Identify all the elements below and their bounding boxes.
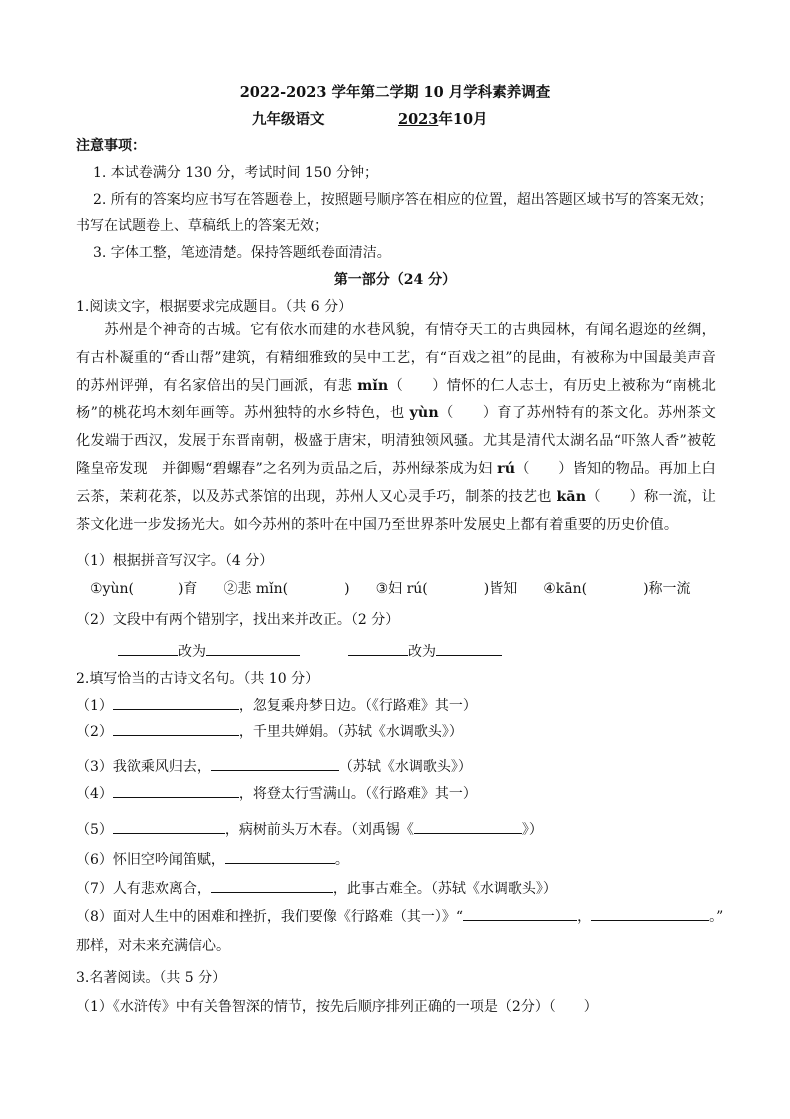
q3-sub1: （1）《水浒传》中有关鲁智深的情节，按先后顺序排列正确的一项是（2分）（ ） (76, 999, 598, 1015)
q2-tail: 那样，对未来充满信心。 (76, 938, 230, 954)
poem-blank-2[interactable] (113, 721, 239, 736)
poem-blank-3[interactable] (211, 756, 339, 771)
pinyin-ru: rú (497, 460, 516, 477)
wrong-char-blank-2[interactable] (348, 641, 408, 656)
poem-title-blank-5[interactable] (414, 819, 522, 834)
notes-item-1: 1. 本试卷满分 130 分，考试时间 150 分钟； (93, 165, 379, 181)
poem-blank-8b[interactable] (591, 906, 709, 921)
wrong-char-blank-1[interactable] (118, 641, 178, 656)
q2-line-1: （1） ，忽复乘舟梦日边。（《行路难》其一） (76, 695, 477, 716)
pinyin-yun: yùn (409, 405, 439, 422)
q2-line-3: （3）我欲乘风归去， （苏轼《水调歌头》） (76, 756, 472, 777)
poem-blank-6[interactable] (225, 849, 335, 864)
poem-blank-5[interactable] (113, 819, 225, 834)
q2-line-7: （7）人有悲欢离合， ，此事古难全。（苏轼《水调歌头》） (76, 878, 557, 899)
fix-char-blank-1[interactable] (206, 641, 300, 656)
poem-blank-1[interactable] (113, 695, 239, 710)
poem-blank-8a[interactable] (463, 906, 577, 921)
exam-date (398, 110, 488, 130)
exam-subject: 九年级语文 (252, 111, 325, 128)
q2-line-2: （2） ，千里共婵娟。（苏轼《水调歌头》） (76, 721, 463, 742)
pinyin-kan: kān (556, 488, 587, 505)
notes-item-3: 3. 字体工整，笔迹清楚。保持答题纸卷面清洁。 (93, 245, 391, 261)
poem-blank-4[interactable] (113, 783, 239, 798)
exam-date-rest: 年10月 (438, 111, 488, 128)
q2-line-8: （8）面对人生中的困难和挫折，我们要像《行路难（其一）》“ ， 。” (76, 906, 723, 927)
exam-date-year: 2023 (398, 111, 439, 128)
exam-title: 2022-2023 学年第二学期 10 月学科素养调查 (239, 84, 551, 101)
q2-line-6: （6）怀旧空吟闻笛赋， 。 (76, 849, 349, 870)
q1-correction-row: 改为 改为 (118, 641, 502, 662)
poem-blank-7[interactable] (211, 878, 333, 893)
q1-sub1: （1）根据拼音写汉字。（4 分） (76, 553, 274, 569)
q2-line-5: （5） ，病树前头万木春。（刘禹锡《 》） (76, 819, 543, 840)
notes-item-2: 2. 所有的答案均应书写在答题卷上，按照题号顺序答在相应的位置，超出答题区域书写的答案无效； (93, 192, 713, 208)
notes-heading: 注意事项： (76, 138, 146, 154)
fix-char-blank-2[interactable] (436, 641, 502, 656)
q3-title: 3.名著阅读。（共 5 分） (76, 970, 227, 986)
q1-sub2: （2）文段中有两个错别字，找出来并改正。（2 分） (76, 612, 400, 628)
q1-passage: 苏州是个神奇的古城。它有依水而建的水巷风貌，有情夺天工的古典园林，有闻名遐迩的丝绸，有古朴凝重的“香山帮”建筑，有精细雅致的吴中工艺，有“百戏之祖”的昆曲，有被称为中国最美声音的苏州评弹，有名家倍出的吴门画派，有悲 mǐn（ ）情怀的仁人志士，有历史上被称为“南桃北杨”的桃花坞木刻年画等。苏州独特的水乡特色，也 yùn（ ）育了苏州特有的茶文化。苏州茶文化发端于西汉，发展于东晋南朝，极盛于唐宋，明清独领风骚。尤其是清代太湖名品“吓煞人香”被乾隆皇帝发现 并御赐“碧螺春”之名列为贡品之后，苏州绿茶成为妇 rú（ ）皆知的物品。再加上白云茶，茉莉花茶，以及苏式茶馆的出现，苏州人又心灵手巧，制茶的技艺也 kān（ ）称一流，让茶文化进一步发扬光大。如今苏州的茶叶在中国乃至世界茶叶发展史上都有着重要的历史价值。 (76, 322, 716, 533)
q2-title: 2.填写恰当的古诗文名句。（共 10 分） (76, 671, 320, 687)
pinyin-min: mǐn (357, 377, 389, 394)
q2-line-4: （4） ，将登太行雪满山。（《行路难》其一） (76, 783, 477, 804)
part1-heading: 第一部分（24 分） (333, 272, 457, 288)
notes-item-2-cont: 书写在试题卷上、草稿纸上的答案无效； (76, 218, 328, 234)
q1-pinyin-row: ①yùn( )育 ②悲 mǐn( ) ③妇 rú( )皆知 ④kān( )称一流 (90, 581, 691, 597)
q1-title: 1.阅读文字，根据要求完成题目。（共 6 分） (76, 299, 353, 315)
